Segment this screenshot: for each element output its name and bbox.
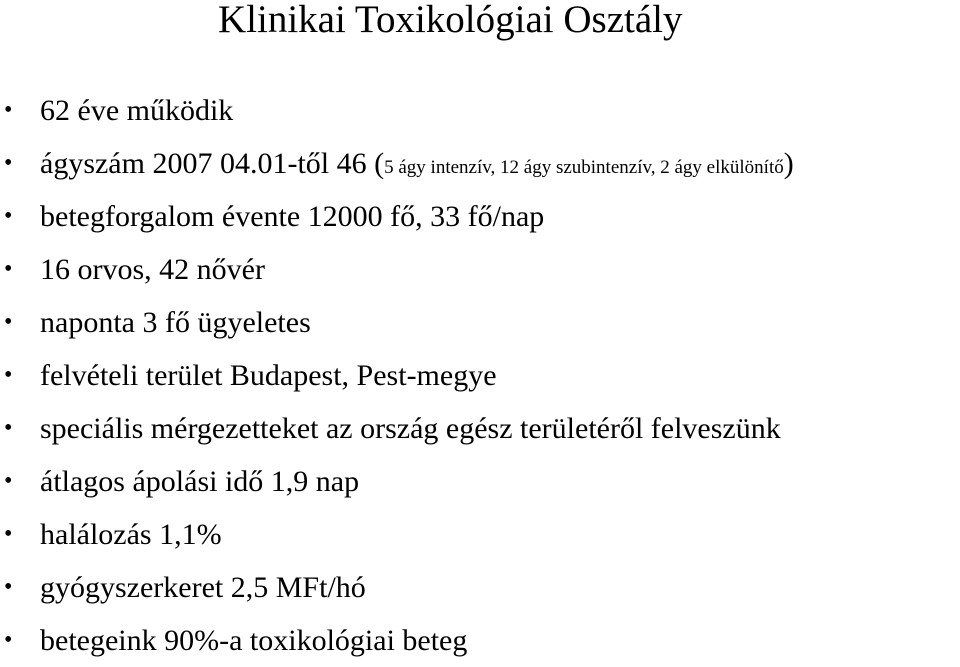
bullet-item bbox=[0, 614, 794, 667]
bullet-icon: • bbox=[4, 362, 13, 388]
bullet-item bbox=[0, 508, 794, 561]
bullet-list bbox=[0, 84, 794, 667]
bullet-item bbox=[0, 243, 794, 296]
bullet-icon: • bbox=[4, 309, 13, 335]
bullet-icon: • bbox=[4, 256, 13, 282]
slide-title: Klinikai Toxikológiai Osztály bbox=[218, 0, 683, 41]
bullet-item bbox=[0, 137, 794, 190]
bullet-text: ágyszám 2007 04.01-től 46 ( bbox=[40, 147, 385, 180]
bullet-text: betegeink 90%-a toxikológiai beteg bbox=[40, 624, 468, 657]
bullet-item bbox=[0, 349, 794, 402]
bullet-icon: • bbox=[4, 574, 13, 600]
bullet-text: felvételi terület Budapest, Pest-megye bbox=[40, 359, 497, 392]
bullet-suffix: ) bbox=[783, 147, 794, 180]
bullet-item bbox=[0, 84, 794, 137]
bullet-text: átlagos ápolási idő 1,9 nap bbox=[40, 465, 360, 498]
bullet-text: halálozás 1,1% bbox=[40, 518, 222, 551]
bullet-detail: 5 ágy intenzív, 12 ágy szubintenzív, 2 ágy elkülönítő bbox=[384, 157, 784, 178]
bullet-item bbox=[0, 402, 794, 455]
bullet-text: betegforgalom évente 12000 fő, 33 fő/nap bbox=[40, 200, 545, 233]
bullet-icon: • bbox=[4, 415, 13, 441]
bullet-text: 62 éve működik bbox=[40, 94, 234, 127]
bullet-text: 16 orvos, 42 nővér bbox=[40, 253, 265, 286]
bullet-icon: • bbox=[4, 97, 13, 123]
bullet-icon: • bbox=[4, 627, 13, 653]
bullet-icon: • bbox=[4, 203, 13, 229]
bullet-item bbox=[0, 561, 794, 614]
bullet-text: speciális mérgezetteket az ország egész területéről felveszünk bbox=[40, 412, 781, 445]
bullet-text: gyógyszerkeret 2,5 MFt/hó bbox=[40, 571, 366, 604]
bullet-icon: • bbox=[4, 150, 13, 176]
bullet-item bbox=[0, 296, 794, 349]
bullet-icon: • bbox=[4, 468, 13, 494]
bullet-icon: • bbox=[4, 521, 13, 547]
bullet-item bbox=[0, 190, 794, 243]
bullet-text: naponta 3 fő ügyeletes bbox=[40, 306, 311, 339]
bullet-item bbox=[0, 455, 794, 508]
